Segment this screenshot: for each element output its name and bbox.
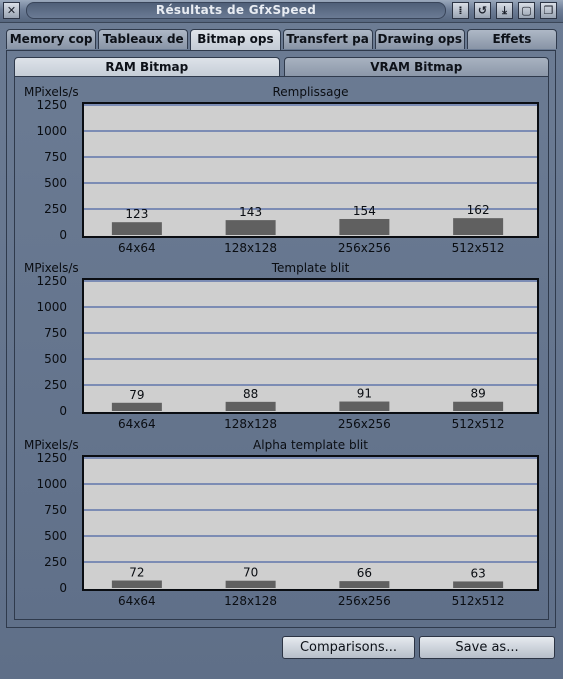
tab-effets[interactable]: Effets xyxy=(467,29,557,49)
x-tick-label: 256x256 xyxy=(337,241,391,255)
bar xyxy=(453,218,503,235)
tab-transfert[interactable]: Transfert pa xyxy=(283,29,373,49)
data-label: 154 xyxy=(352,203,376,218)
tab-bitmap-ops[interactable]: Bitmap ops xyxy=(190,29,280,50)
tab-memory-copy[interactable]: Memory cop xyxy=(6,29,96,49)
bar xyxy=(339,581,389,588)
x-tick-label: 128x128 xyxy=(224,594,278,608)
x-tick-label: 512x512 xyxy=(451,417,505,431)
data-label: 162 xyxy=(466,203,490,218)
y-tick-label: 1000 xyxy=(36,124,67,138)
y-tick-label: 250 xyxy=(44,378,67,392)
x-tick-label: 128x128 xyxy=(224,241,278,255)
x-tick-label: 64x64 xyxy=(118,241,156,255)
y-tick-label: 0 xyxy=(59,228,67,242)
data-label: 123 xyxy=(125,207,149,222)
iconify-icon[interactable]: ↺ xyxy=(474,2,491,19)
subtab-ram-bitmap[interactable]: RAM Bitmap xyxy=(14,57,280,77)
y-tick-label: 500 xyxy=(44,352,67,366)
bar xyxy=(453,402,503,411)
bar xyxy=(339,402,389,411)
y-tick-label: 250 xyxy=(44,202,67,216)
y-axis-label: MPixels/s xyxy=(24,438,79,452)
y-tick-label: 250 xyxy=(44,555,67,569)
x-tick-label: 256x256 xyxy=(337,417,391,431)
y-tick-label: 1250 xyxy=(36,98,67,112)
subtab-vram-bitmap[interactable]: VRAM Bitmap xyxy=(284,57,550,77)
y-tick-label: 750 xyxy=(44,503,67,517)
data-label: 89 xyxy=(470,386,486,401)
y-tick-label: 1250 xyxy=(36,451,67,465)
y-axis-label: MPixels/s xyxy=(24,261,79,275)
data-label: 91 xyxy=(356,386,373,401)
bar xyxy=(226,402,276,411)
chart-title: Remplissage xyxy=(272,85,349,99)
close-icon[interactable]: ✕ xyxy=(3,2,20,19)
x-tick-label: 64x64 xyxy=(118,594,156,608)
data-label: 66 xyxy=(356,566,373,581)
tab-drawing-ops[interactable]: Drawing ops xyxy=(375,29,465,49)
y-tick-label: 1000 xyxy=(36,477,67,491)
data-label: 79 xyxy=(129,387,145,402)
bar xyxy=(112,403,162,411)
depth-icon[interactable]: ⁞ xyxy=(452,2,469,19)
y-tick-label: 750 xyxy=(44,326,67,340)
comparisons-button[interactable]: Comparisons... xyxy=(282,636,415,659)
bar xyxy=(339,219,389,235)
data-label: 63 xyxy=(470,566,486,581)
x-tick-label: 128x128 xyxy=(224,417,278,431)
bar xyxy=(226,220,276,235)
x-tick-label: 512x512 xyxy=(451,241,505,255)
bar xyxy=(112,222,162,235)
x-tick-label: 512x512 xyxy=(451,594,505,608)
y-tick-label: 500 xyxy=(44,529,67,543)
y-tick-label: 500 xyxy=(44,176,67,190)
zoom-icon[interactable]: ▢ xyxy=(518,2,535,19)
bar xyxy=(112,581,162,588)
data-label: 88 xyxy=(242,386,259,401)
data-label: 72 xyxy=(129,565,145,580)
x-tick-label: 256x256 xyxy=(337,594,391,608)
chart-title: Template blit xyxy=(271,261,350,275)
jump-icon[interactable]: ⤓ xyxy=(496,2,513,19)
bar xyxy=(226,581,276,588)
y-tick-label: 0 xyxy=(59,404,67,418)
y-tick-label: 750 xyxy=(44,150,67,164)
chart-title: Alpha template blit xyxy=(253,438,368,452)
data-label: 143 xyxy=(239,205,263,220)
save-as-button[interactable]: Save as... xyxy=(419,636,555,659)
bar xyxy=(453,581,503,588)
y-tick-label: 0 xyxy=(59,581,67,595)
x-tick-label: 64x64 xyxy=(118,417,156,431)
data-label: 70 xyxy=(242,565,259,580)
y-axis-label: MPixels/s xyxy=(24,85,79,99)
tab-tableaux[interactable]: Tableaux de xyxy=(98,29,188,49)
window-title: Résultats de GfxSpeed xyxy=(155,3,317,17)
depth-arrange-icon[interactable]: ❐ xyxy=(540,2,557,19)
y-tick-label: 1250 xyxy=(36,274,67,288)
y-tick-label: 1000 xyxy=(36,300,67,314)
